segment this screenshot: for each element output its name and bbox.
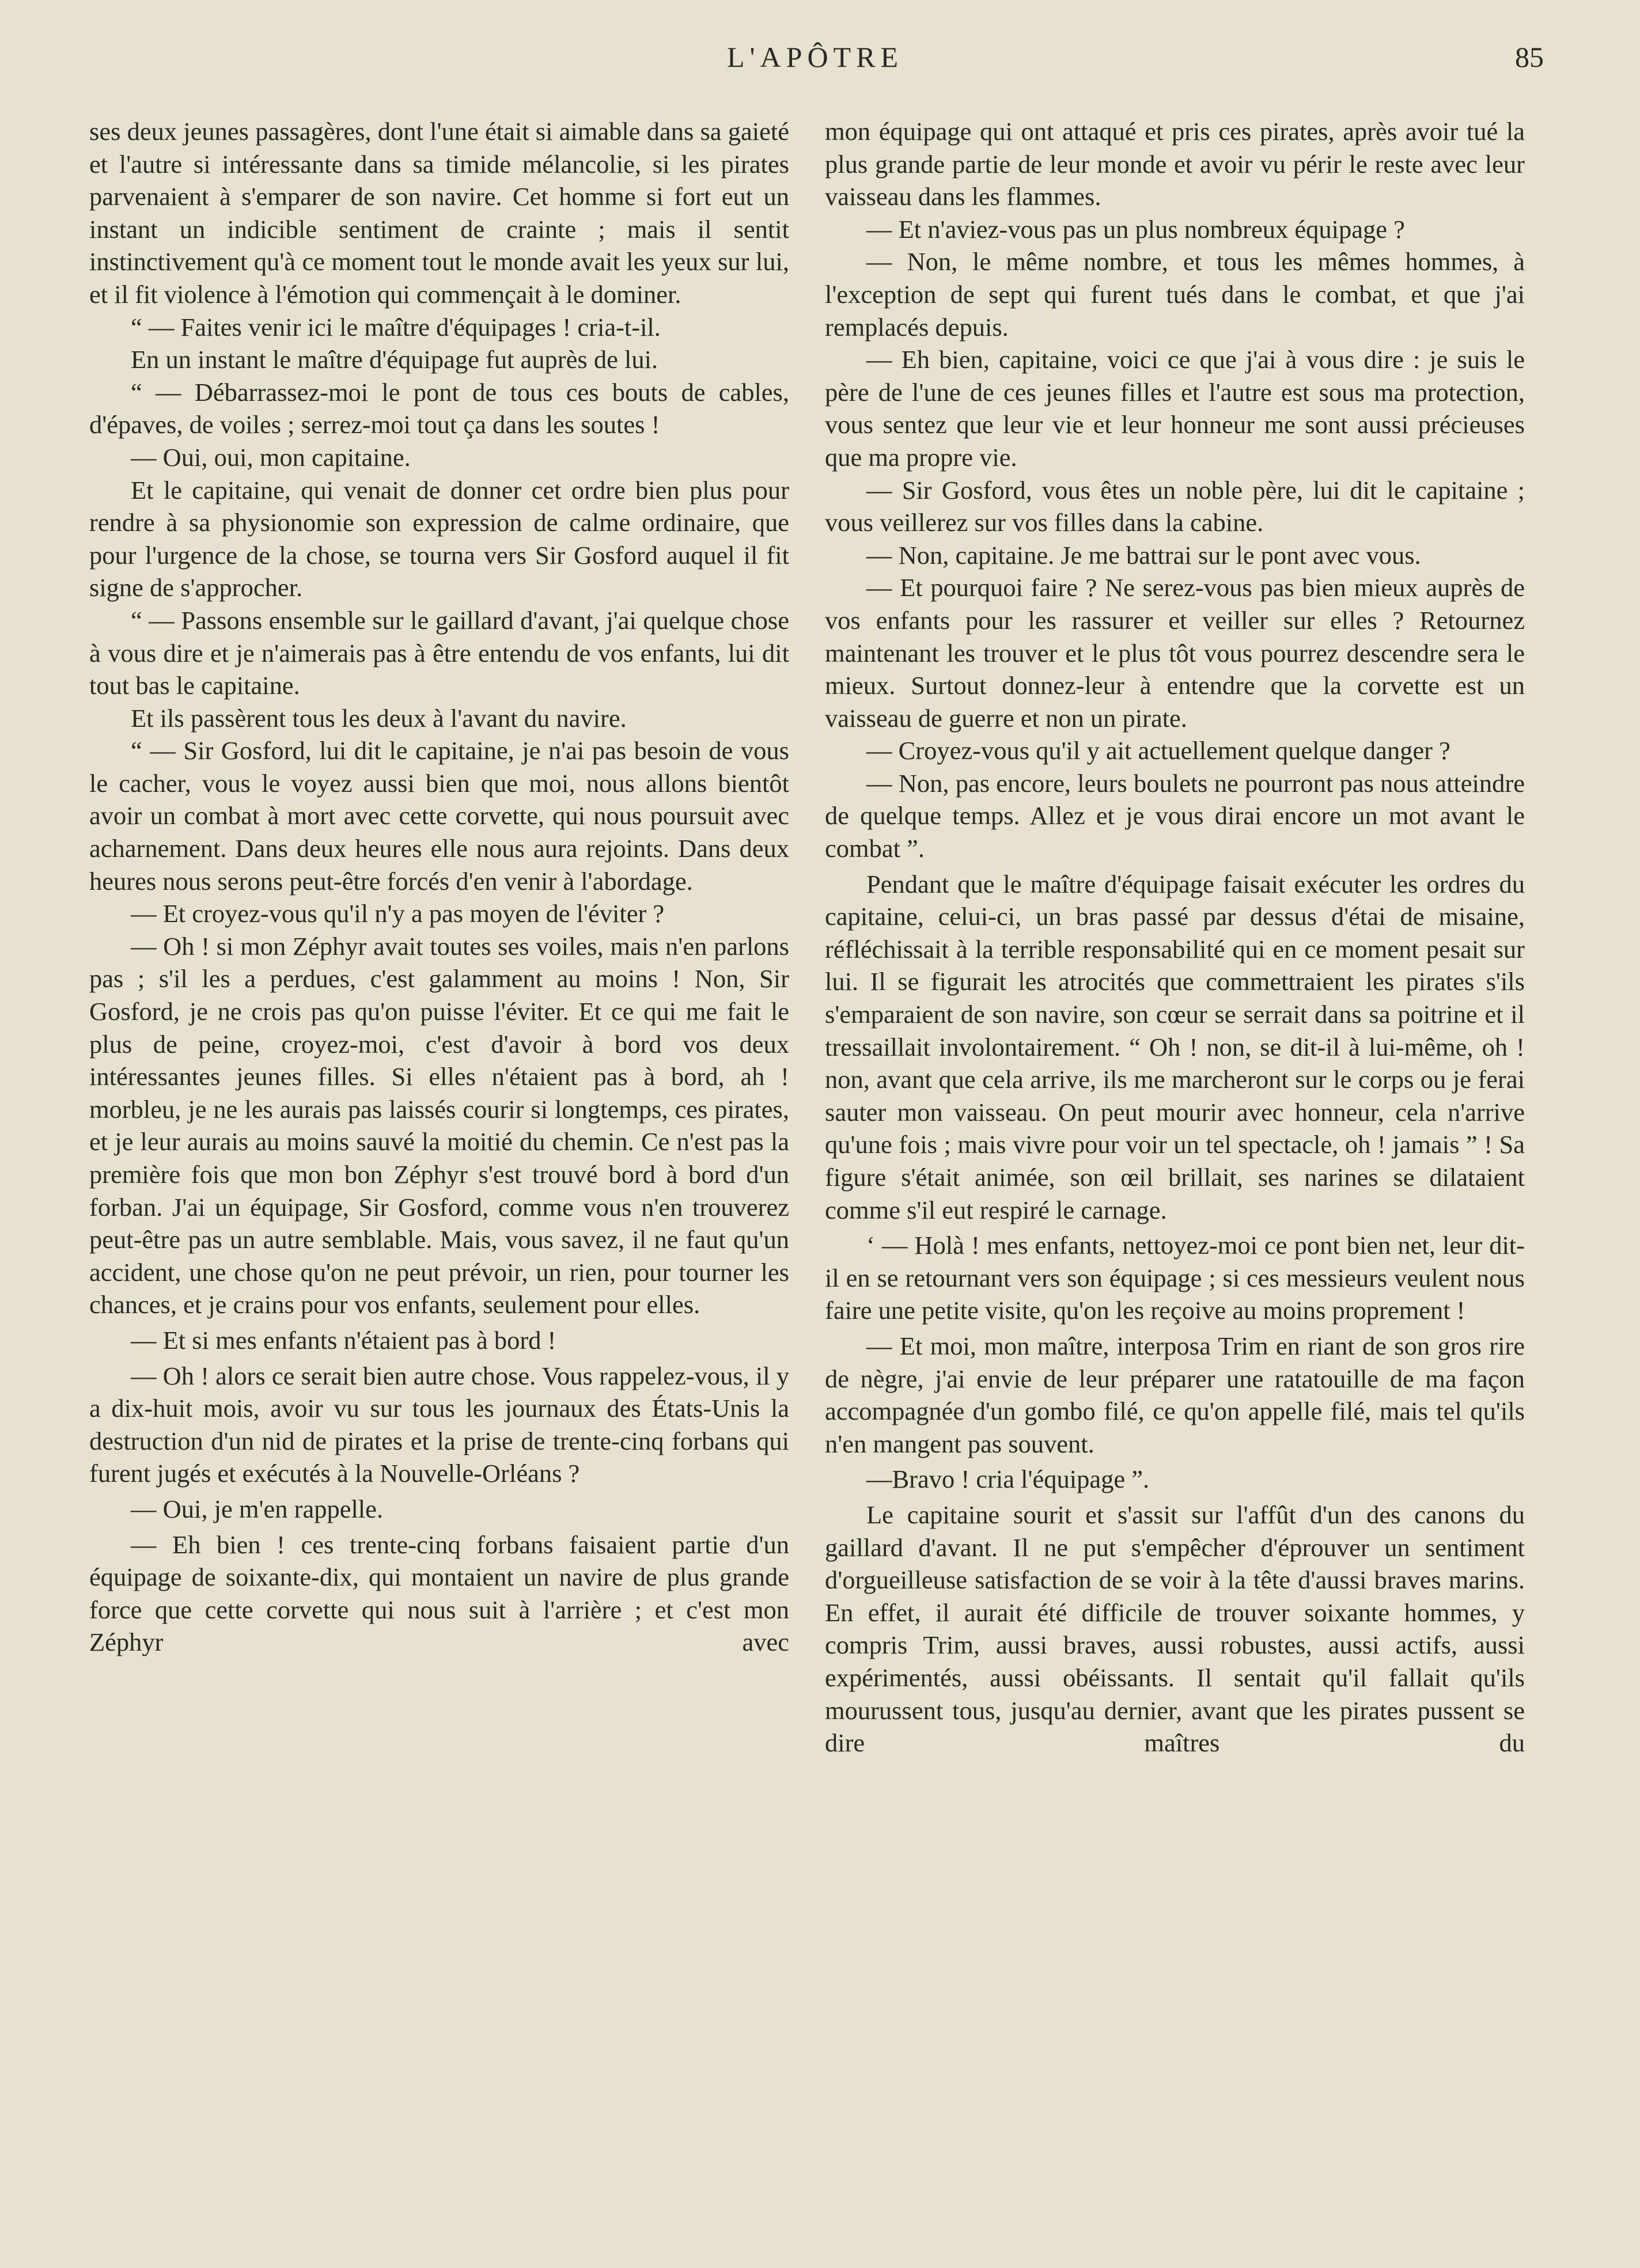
paragraph: — Et moi, mon maître, interposa Trim en riant de son gros rire de nègre, j'ai envie de leur préparer une ratatouille de ma façon accompagnée d'un gombo filé, ce qu'on appelle filé, mais tel qu'ils n'en mangent pas souvent.: [825, 1331, 1525, 1458]
paragraph: — Non, capitaine. Je me battrai sur le pont avec vous.: [866, 540, 1421, 570]
paragraph: — Oh ! alors ce serait bien autre chose. Vous rappelez-vous, il y a dix-huit mois, avoir vu sur tous les journaux des États-Unis la destruction d'un nid de pirates et la prise de trente-cinq forbans qui furent jugés et exécutés à la Nouvelle-Orléans ?: [89, 1361, 789, 1488]
paragraph: “ — Faites venir ici le maître d'équipages ! cria-t-il.: [131, 312, 661, 342]
paragraph: — Et pourquoi faire ? Ne serez-vous pas bien mieux auprès de vos enfants pour les rassurer et veiller sur elles ? Retournez maintenant les trouver et le plus tôt vous pourrez descendre sera le mieux. Surtout donnez-leur à entendre que la corvette est un vaisseau de guerre et non un pirate.: [825, 573, 1525, 733]
paragraph: Et le capitaine, qui venait de donner cet ordre bien plus pour rendre à sa physionomie son expression de calme ordinaire, que pour l'urgence de la chose, se tourna vers Sir Gosford auquel il fit signe de s'approcher.: [89, 475, 789, 602]
paragraph: — Oui, oui, mon capitaine.: [131, 442, 411, 472]
paragraph: — Et si mes enfants n'étaient pas à bord !: [131, 1325, 556, 1355]
paragraph: — Croyez-vous qu'il y ait actuellement quelque danger ?: [866, 736, 1450, 765]
paragraph: —Bravo ! cria l'équipage ”.: [866, 1465, 1150, 1494]
paragraph: Et ils passèrent tous les deux à l'avant du navire.: [131, 703, 627, 733]
paragraph: mon équipage qui ont attaqué et pris ces pirates, après avoir tué la plus grande partie de leur monde et avoir vu périr le reste avec leur vaisseau dans les flammes.: [825, 117, 1525, 211]
paragraph: — Et croyez-vous qu'il n'y a pas moyen de l'éviter ?: [131, 899, 665, 928]
paragraph: Le capitaine sourit et s'assit sur l'affût d'un des canons du gaillard d'avant. Il ne put s'empêcher d'éprouver un sentiment d'orgueilleuse satisfaction de se voir à la tête d'aussi braves marins. En effet, il aurait été difficile de trouver soixante hommes, y compris Trim, aussi braves, aussi robustes, aussi actifs, aussi expérimentés, aussi obéissants. Il sentait qu'il fallait qu'ils mourussent tous, jusqu'au dernier, avant que les pirates pussent se dire maîtres du: [825, 1500, 1525, 1758]
paragraph: “ — Sir Gosford, lui dit le capitaine, je n'ai pas besoin de vous le cacher, vous le voyez aussi bien que moi, nous allons bientôt avoir un combat à mort avec cette corvette, qui nous poursuit avec acharnement. Dans deux heures elle nous aura rejoints. Dans deux heures nous serons peut-être forcés d'en venir à l'abordage.: [89, 736, 789, 896]
paragraph: En un instant le maître d'équipage fut auprès de lui.: [131, 345, 658, 374]
paragraph: — Oh ! si mon Zéphyr avait toutes ses voiles, mais n'en parlons pas ; s'il les a perdues, c'est galamment au moins ! Non, Sir Gosford, je ne crois pas qu'on puisse l'éviter. Et ce qui me fait le plus de peine, croyez-moi, c'est d'avoir à bord vos deux intéressantes jeunes filles. Si elles n'étaient pas à bord, ah ! morbleu, je ne les aurais pas laissés courir si longtemps, ces pirates, et je leur aurais au moins sauvé la moitié du chemin. Ce n'est pas la première fois que mon bon Zéphyr s'est trouvé bord à bord d'un forban. J'ai un équipage, Sir Gosford, comme vous n'en trouverez peut-être pas un autre semblable. Mais, vous savez, il ne faut qu'un accident, une chose qu'on ne peut prévoir, un rien, pour tourner les chances, et je crains pour vos enfants, seulement pour elles.: [89, 931, 789, 1319]
page-header: [86, 36, 1544, 82]
paragraph: ‘ — Holà ! mes enfants, nettoyez-moi ce pont bien net, leur dit-il en se retournant vers son équipage ; si ces messieurs veulent nous faire une petite visite, qu'on les reçoive au moins proprement !: [825, 1231, 1525, 1325]
text-column-left: [89, 115, 789, 1659]
paragraph: — Eh bien, capitaine, voici ce que j'ai à vous dire : je suis le père de l'une de ces jeunes filles et l'autre est sous ma protection, vous sentez que leur vie et leur honneur me sont aussi précieuses que ma propre vie.: [825, 345, 1525, 472]
paragraph: — Non, le même nombre, et tous les mêmes hommes, à l'exception de sept qui furent tués dans le combat, et que j'ai remplacés depuis.: [825, 247, 1525, 342]
paragraph: — Sir Gosford, vous êtes un noble père, lui dit le capitaine ; vous veillerez sur vos filles dans la cabine.: [825, 475, 1525, 537]
page-number: 85: [1515, 41, 1544, 73]
paragraph: — Eh bien ! ces trente-cinq forbans faisaient partie d'un équipage de soixante-dix, qui montaient un navire de plus grande force que cette corvette qui nous suit à l'arrière ; et c'est mon Zéphyr avec: [89, 1530, 789, 1657]
paragraph: “ — Débarrassez-moi le pont de tous ces bouts de cables, d'épaves, de voiles ; serrez-moi tout ça dans les soutes !: [89, 377, 789, 439]
paragraph: Pendant que le maître d'équipage faisait exécuter les ordres du capitaine, celui-ci, un bras passé par dessus d'étai de misaine, réfléchissait à la terrible responsabilité qui en ce moment pesait sur lui. Il se figurait les atrocités que commettraient les pirates s'ils s'emparaient de son navire, son cœur se serrait dans sa poitrine et il tressaillait involontairement. “ Oh ! non, se dit-il à lui-même, oh ! non, avant que cela arrive, ils me marcheront sur le corps ou je ferai sauter mon vaisseau. On peut mourir avec honneur, cela n'arrive qu'une fois ; mais vivre pour voir un tel spectacle, oh ! jamais ” ! Sa figure s'était animée, son œil brillait, ses narines se dilataient comme s'il eut respiré le carnage.: [825, 869, 1525, 1224]
paragraph: — Et n'aviez-vous pas un plus nombreux équipage ?: [866, 214, 1405, 244]
paragraph: “ — Passons ensemble sur le gaillard d'avant, j'ai quelque chose à vous dire et je n'aimerais pas à être entendu de vos enfants, lui dit tout bas le capitaine.: [89, 605, 789, 700]
running-title: L'APÔTRE: [726, 41, 903, 73]
paragraph: — Non, pas encore, leurs boulets ne pourront pas nous atteindre de quelque temps. Allez et je vous dirai encore un mot avant le combat ”.: [825, 768, 1525, 863]
paragraph: ses deux jeunes passagères, dont l'une était si aimable dans sa gaieté et l'autre si intéressante dans sa timide mélancolie, si les pirates parvenaient à s'emparer de son navire. Cet homme si fort eut un instant un indicible sentiment de crainte ; mais il sentit instinctivement qu'à ce moment tout le monde avait les yeux sur lui, et il fit violence à l'émotion qui commençait à le dominer.: [89, 117, 789, 309]
text-column-right: [825, 115, 1525, 1759]
paragraph: — Oui, je m'en rappelle.: [131, 1494, 384, 1523]
